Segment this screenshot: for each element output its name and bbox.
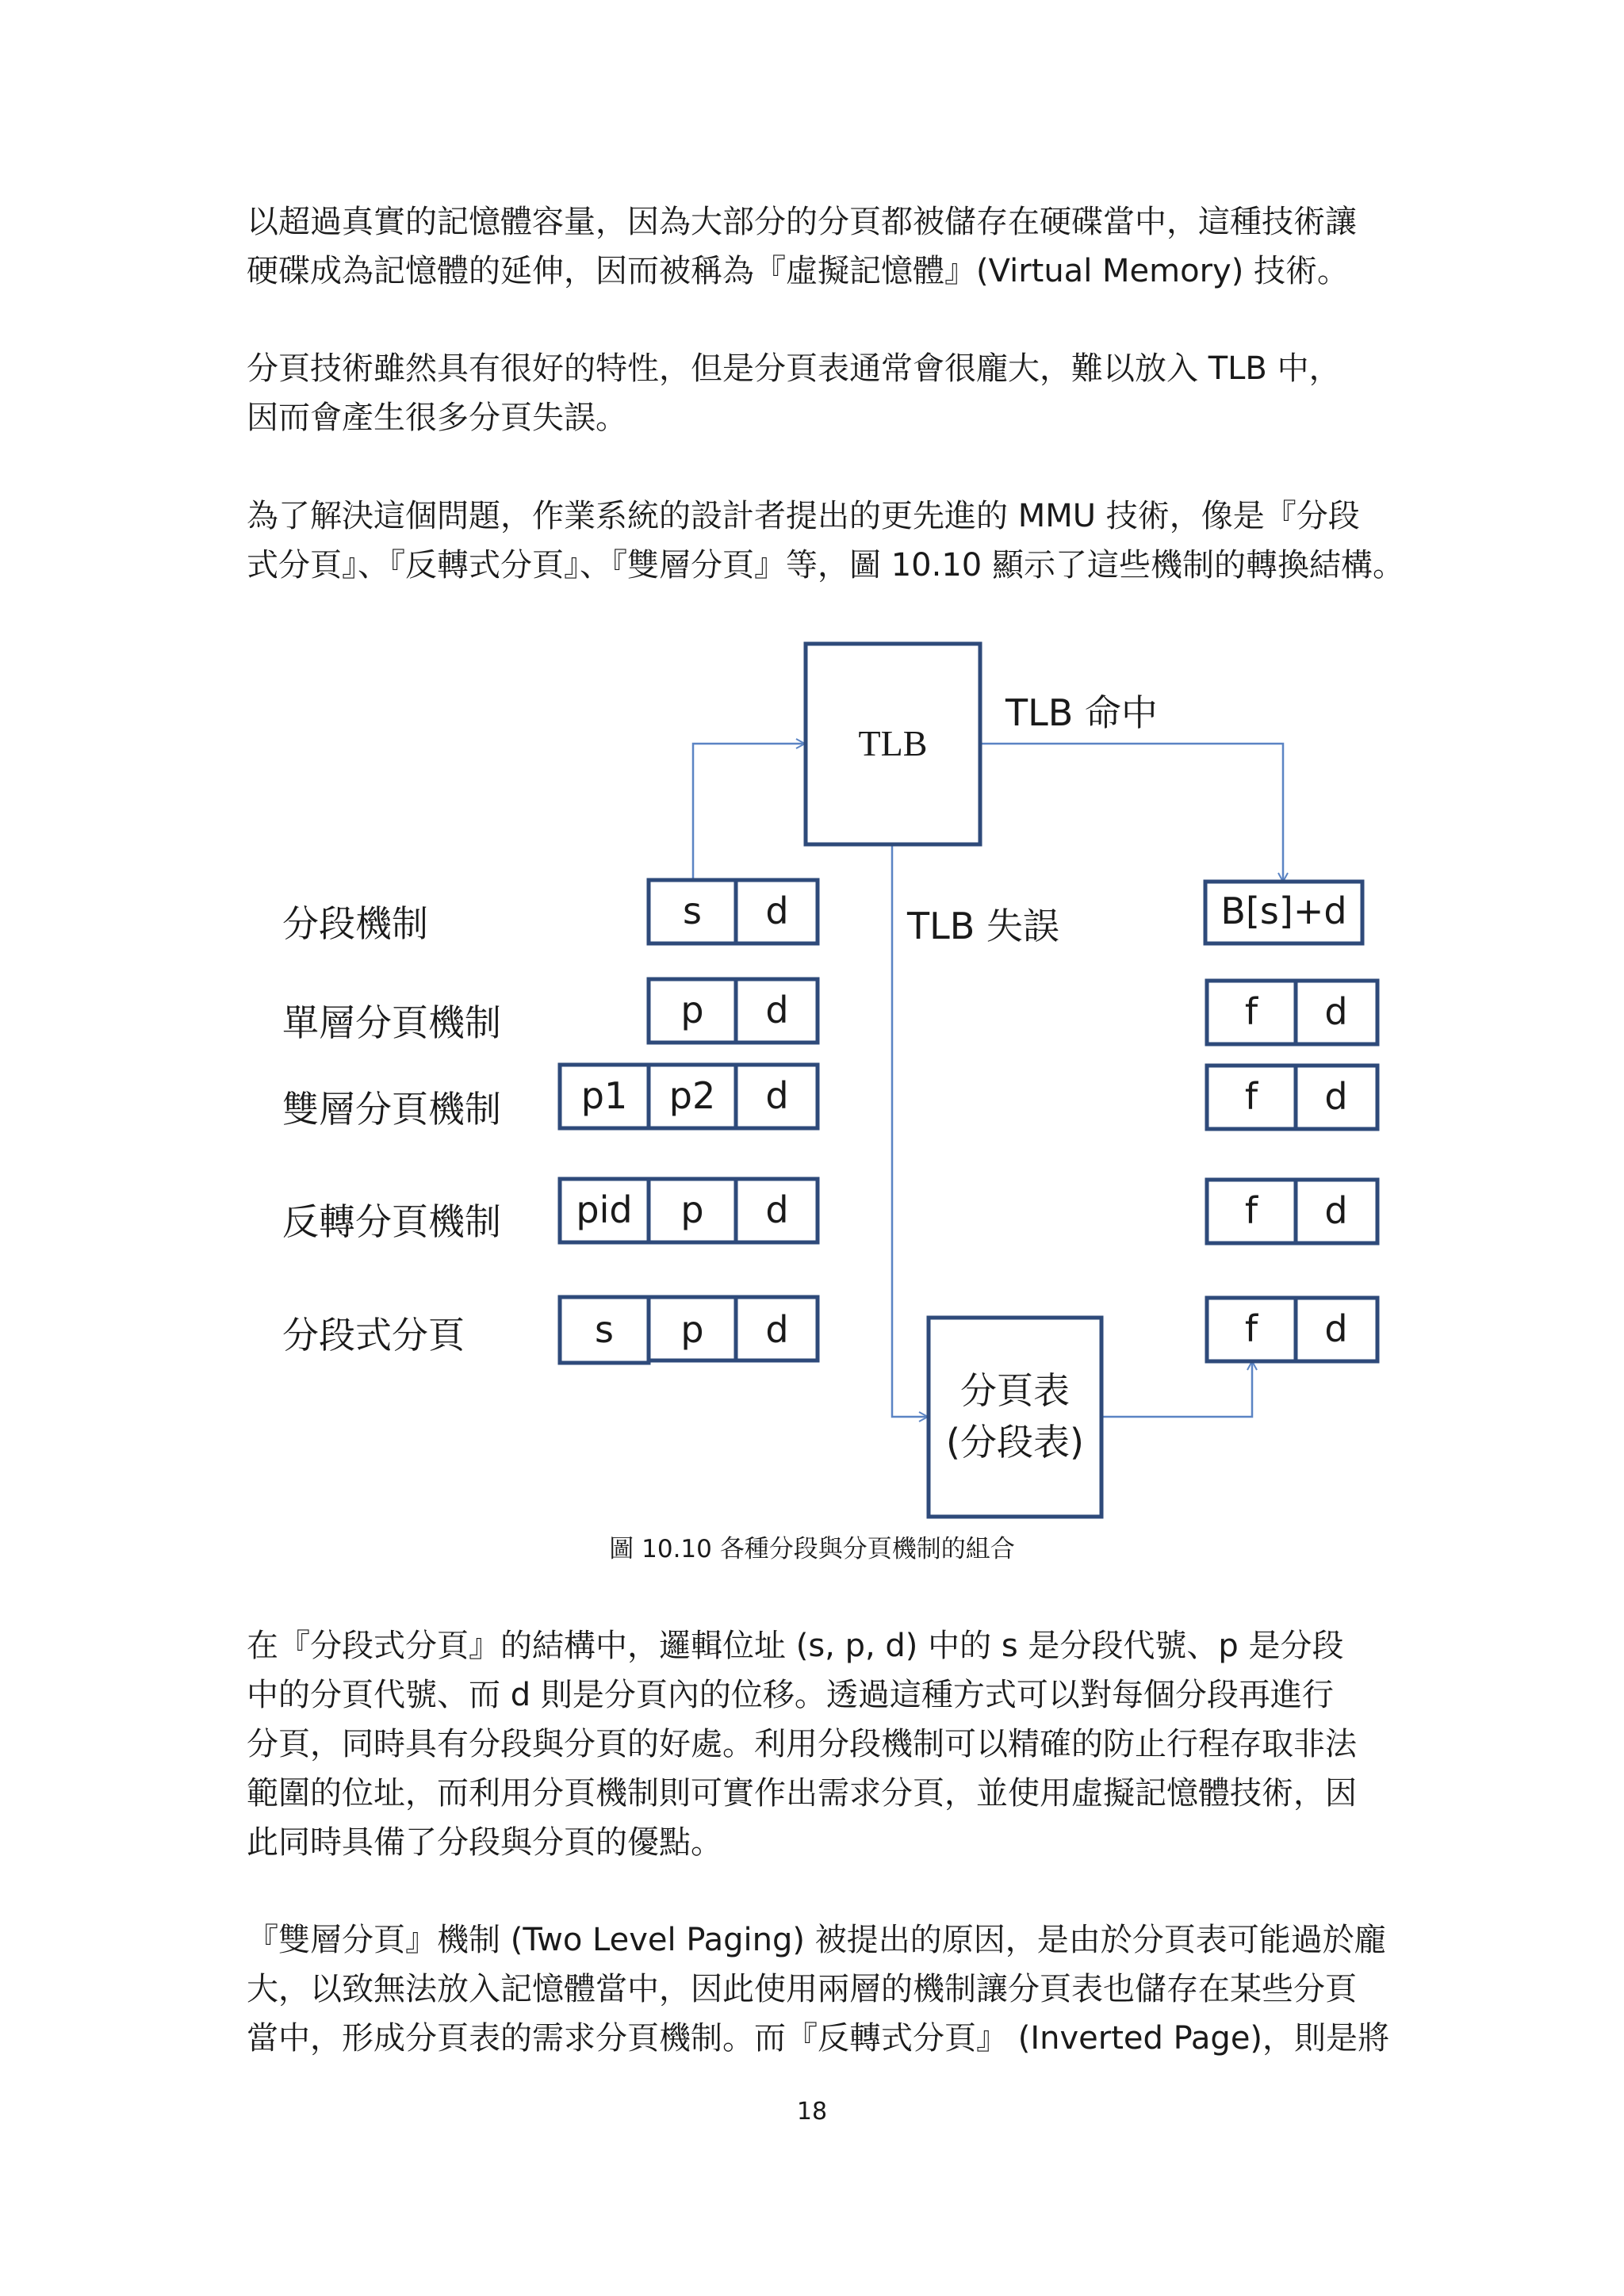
text-line: 分頁，同時具有分段與分頁的好處。利用分段機制可以精確的防止行程存取非法 [247,1726,1357,1762]
logical-field-text: pid [576,1188,633,1231]
physical-field-text: f [1244,1075,1258,1118]
text-line: 大，以致無法放入記憶體當中，因此使用兩層的機制讓分頁表也儲存在某些分頁 [247,1971,1357,2007]
physical-field-text: d [1324,1075,1348,1118]
text-line: 分頁技術雖然具有很好的特性，但是分頁表通常會很龐大，難以放入 TLB 中， [247,350,1341,387]
tlb-miss-label: TLB 失誤 [907,905,1059,947]
page-table-label: 分頁表 [960,1369,1070,1412]
paragraph-4 [247,1621,1388,1867]
text-line: 範圍的位址，而利用分頁機制則可實作出需求分頁，並使用虛擬記憶體技術，因 [247,1775,1357,1812]
tlb-box [806,644,980,844]
figure-caption: 圖 10.10 各種分段與分頁機制的組合 [609,1535,1015,1563]
row-label-two-level-paging: 雙層分頁機制 [282,1088,501,1131]
logical-field-text: d [765,1308,789,1351]
physical-field-text: B[s]+d [1220,890,1347,932]
paragraph-5 [247,1915,1388,2063]
tlb-hit-label: TLB 命中 [1005,691,1158,734]
page-table-output-arrow [1102,1361,1252,1417]
row-label-single-level-paging: 單層分頁機制 [282,1001,501,1044]
text-line: 此同時具備了分段與分頁的優點。 [247,1824,722,1861]
physical-field-text: f [1244,1189,1258,1232]
physical-field-text: d [1324,1307,1348,1350]
tlb-hit-arrow [980,744,1283,882]
text-line: 硬碟成為記憶體的延伸，因而被稱為『虛擬記憶體』(Virtual Memory) 技術。 [247,253,1350,289]
page-table-sublabel: (分段表) [946,1421,1084,1464]
logical-field-text: d [765,1074,789,1117]
logical-field-text: p [680,989,704,1031]
input-to-tlb-arrow [693,744,805,880]
physical-field-text: d [1324,990,1348,1033]
logical-field-text: p [680,1188,704,1231]
row-label-inverted-paging: 反轉分頁機制 [282,1200,501,1243]
logical-field-text: d [765,890,789,932]
text-line: 為了解決這個問題，作業系統的設計者提出的更先進的 MMU 技術，像是『分段 [247,498,1360,534]
physical-field-text: d [1324,1189,1348,1232]
text-line: 在『分段式分頁』的結構中，邏輯位址 (s, p, d) 中的 s 是分段代號、p 是分段 [247,1628,1344,1664]
page-number: 18 [796,2098,828,2126]
row-label-segmentation: 分段機制 [282,902,428,945]
text-line: 中的分頁代號、而 d 則是分頁內的位移。透過這種方式可以對每個分段再進行 [247,1677,1334,1713]
page-table-box [929,1318,1101,1517]
text-line: 式分頁』、『反轉式分頁』、『雙層分頁』等，圖 10.10 顯示了這些機制的轉換結構。 [247,547,1404,584]
physical-field-text: f [1244,1307,1258,1350]
logical-field-text: d [765,989,789,1031]
logical-field-text: p2 [668,1074,716,1117]
logical-field-text: s [595,1308,614,1351]
logical-field-text: p [680,1308,704,1351]
text-line: 因而會產生很多分頁失誤。 [247,400,627,436]
tlb-label: TLB [858,723,928,763]
text-line: 『雙層分頁』機制 (Two Level Paging) 被提出的原因，是由於分頁表可能過於龐 [247,1922,1386,1958]
logical-field-text: s [683,890,702,932]
logical-field-text: d [765,1188,789,1231]
logical-field-text: p1 [580,1074,628,1117]
text-line: 當中，形成分頁表的需求分頁機制。而『反轉式分頁』 (Inverted Page)，則是將 [247,2020,1390,2057]
row-label-segmented-paging: 分段式分頁 [282,1314,465,1357]
physical-field-text: f [1244,990,1258,1033]
text-line: 以超過真實的記憶體容量，因為大部分的分頁都被儲存在硬碟當中，這種技術讓 [247,204,1357,240]
